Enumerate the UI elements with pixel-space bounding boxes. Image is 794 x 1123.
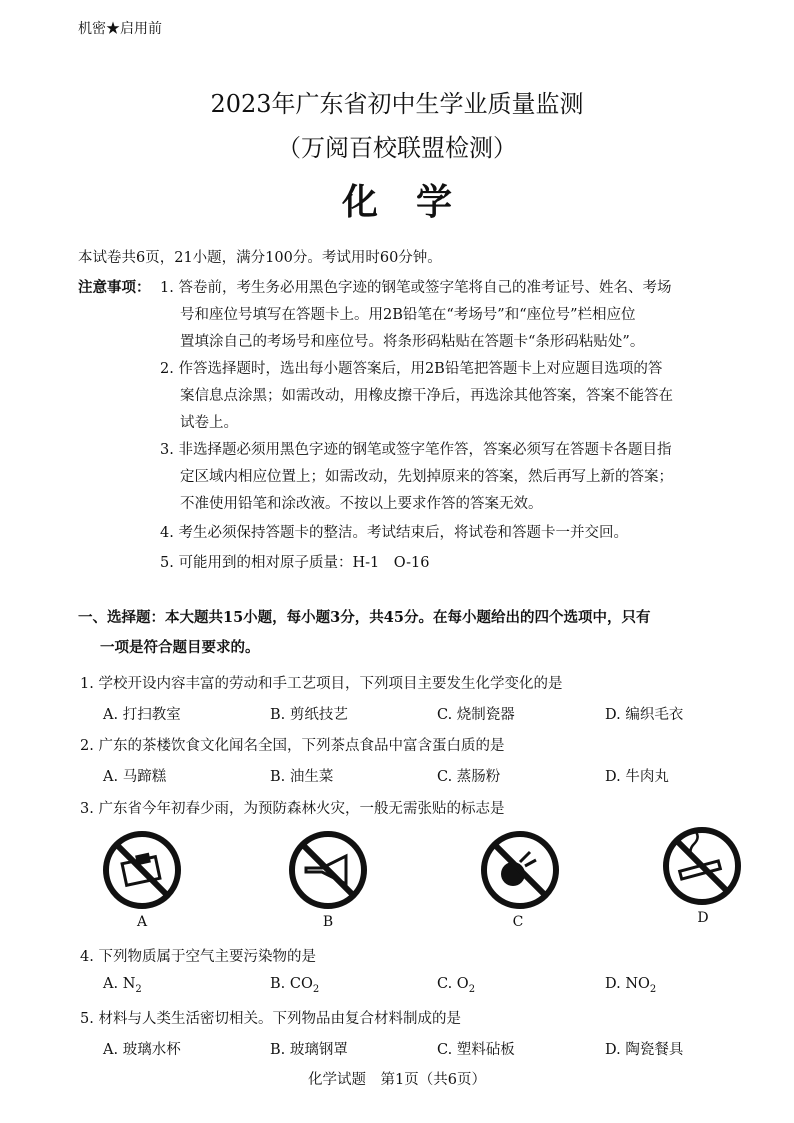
option-a: A. 打扫教室 — [103, 707, 181, 723]
exam-intro: 本试卷共6页，21小题，满分100分。考试用时60分钟。 — [78, 250, 442, 266]
question-stem: 3. 广东省今年初春少雨，为预防森林火灾，一般无需张贴的标志是 — [80, 801, 505, 817]
section-heading: 一、选择题：本大题共15小题，每小题3分，共45分。在每小题给出的四个选项中，只有 — [78, 609, 651, 626]
sign-label-d: D — [697, 910, 709, 926]
exam-title: 2023年广东省初中生学业质量监测 — [210, 90, 584, 118]
option-a: A. 马蹄糕 — [103, 769, 167, 785]
option-b: B. 剪纸技艺 — [270, 707, 348, 723]
no-matches-sign-icon — [102, 830, 182, 910]
option-c — [437, 976, 475, 995]
confidential-mark: 机密★启用前 — [78, 21, 162, 37]
option-d-subscript: 2 — [649, 983, 657, 995]
option-b: B. 油生菜 — [270, 769, 334, 785]
exam-subtitle: （万阅百校联盟检测） — [277, 134, 517, 162]
question-stem: 4. 下列物质属于空气主要污染物的是 — [80, 949, 316, 965]
section-heading-cont: 一项是符合题目要求的。 — [100, 639, 260, 656]
notice-line: 5. 可能用到的相对原子质量：H-1 O-16 — [160, 555, 430, 571]
notice-line: 试卷上。 — [180, 415, 238, 431]
option-d — [605, 976, 656, 995]
notice-line: 置填涂自己的考场号和座位号。将条形码粘贴在答题卡“条形码粘贴处”。 — [180, 334, 645, 350]
option-d: D. 陶瓷餐具 — [605, 1042, 684, 1058]
option-b-text: B. CO — [270, 976, 313, 992]
question-stem: 1. 学校开设内容丰富的劳动和手工艺项目，下列项目主要发生化学变化的是 — [80, 676, 563, 692]
sign-label-a: A — [136, 914, 148, 930]
option-b — [270, 976, 319, 995]
option-a: A. 玻璃水杯 — [103, 1042, 181, 1058]
option-a-subscript: 2 — [135, 983, 142, 995]
option-c-text: C. O — [437, 976, 469, 992]
notice-line: 4. 考生必须保持答题卡的整洁。考试结束后，将试卷和答题卡一并交回。 — [160, 525, 628, 541]
no-smoking-sign-icon — [662, 826, 742, 906]
option-c: C. 蒸肠粉 — [437, 769, 501, 785]
subject-title: 化学 — [341, 181, 490, 223]
notice-line: 定区域内相应位置上；如需改动，先划掉原来的答案，然后再写上新的答案； — [180, 469, 673, 485]
option-d-text: D. NO — [605, 976, 650, 992]
question-stem: 5. 材料与人类生活密切相关。下列物品由复合材料制成的是 — [80, 1011, 461, 1027]
option-d: D. 编织毛衣 — [605, 707, 684, 723]
sign-label-c: C — [512, 914, 524, 930]
notice-line: 案信息点涂黑；如需改动，用橡皮擦干净后，再选涂其他答案，答案不能答在 — [180, 388, 673, 404]
option-c-subscript: 2 — [468, 983, 476, 995]
no-honking-sign-icon — [288, 830, 368, 910]
option-d: D. 牛肉丸 — [605, 769, 669, 785]
option-b-subscript: 2 — [312, 983, 320, 995]
question-stem: 2. 广东的茶楼饮食文化闻名全国，下列茶点食品中富含蛋白质的是 — [80, 738, 505, 754]
option-c: C. 塑料砧板 — [437, 1042, 515, 1058]
notice-line: 1. 答卷前，考生务必用黑色字迹的钢笔或签字笔将自己的准考证号、姓名、考场 — [160, 280, 672, 296]
no-fireworks-sign-icon — [480, 830, 560, 910]
option-a-text: A. N — [103, 976, 136, 992]
notice-line: 2. 作答选择题时，选出每小题答案后，用2B铅笔把答题卡上对应题目选项的答 — [160, 361, 663, 377]
notice-line: 不准使用铅笔和涂改液。不按以上要求作答的答案无效。 — [180, 496, 543, 512]
option-b: B. 玻璃钢罩 — [270, 1042, 348, 1058]
notice-line: 3. 非选择题必须用黑色字迹的钢笔或签字笔作答，答案必须写在答题卡各题目指 — [160, 442, 672, 458]
option-a — [103, 976, 142, 995]
sign-label-b: B — [322, 914, 334, 930]
notice-line: 号和座位号填写在答题卡上。用2B铅笔在“考场号”和“座位号”栏相应位 — [180, 307, 636, 323]
notice-label: 注意事项： — [78, 279, 151, 296]
option-c: C. 烧制瓷器 — [437, 707, 515, 723]
page-footer: 化学试题 第1页（共6页） — [308, 1072, 486, 1088]
